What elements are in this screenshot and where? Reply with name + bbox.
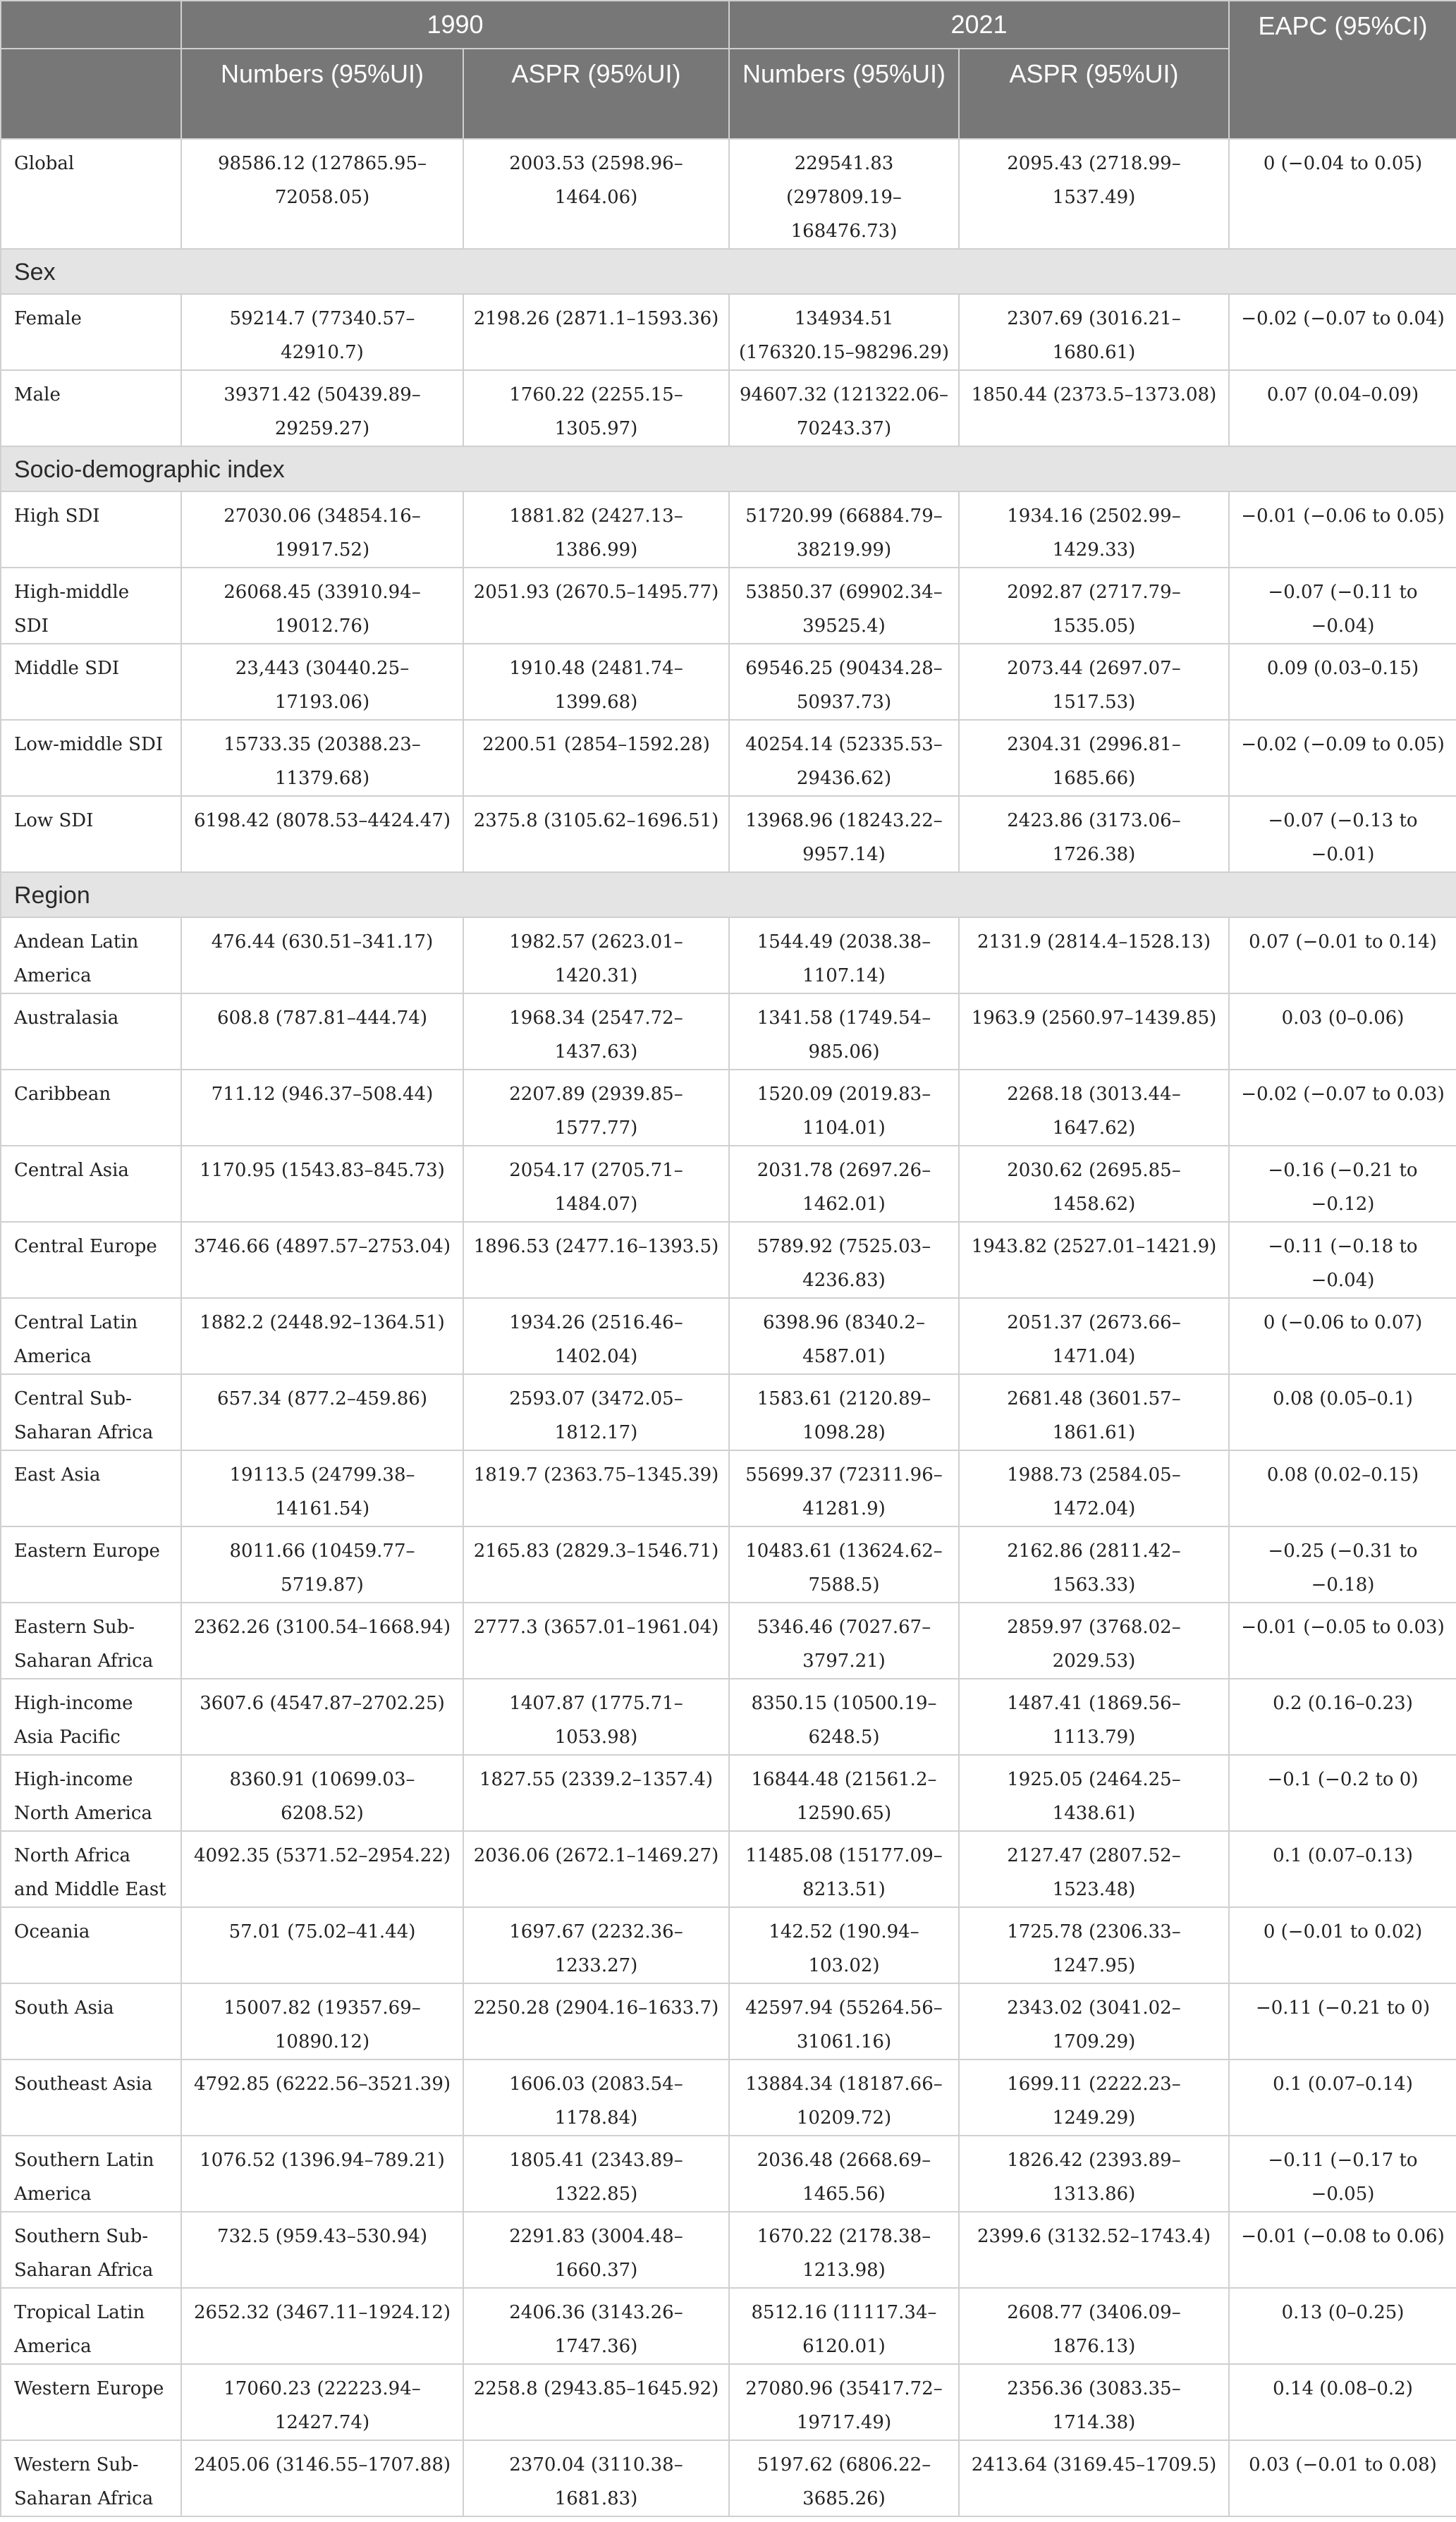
cell-eapc: −0.1 (−0.2 to 0) <box>1229 1755 1456 1831</box>
row-label: Male <box>1 370 181 446</box>
table-row <box>1 1298 1456 1374</box>
row-label: North Africa and Middle East <box>1 1831 181 1907</box>
row-label: Eastern Sub-Saharan Africa <box>1 1603 181 1679</box>
cell-numbers-1990: 1076.52 (1396.94–789.21) <box>181 2136 463 2212</box>
cell-aspr-1990: 2370.04 (3110.38–1681.83) <box>463 2440 729 2516</box>
cell-numbers-2021: 1583.61 (2120.89–1098.28) <box>729 1374 959 1450</box>
table-row <box>1 370 1456 446</box>
cell-aspr-1990: 1934.26 (2516.46–1402.04) <box>463 1298 729 1374</box>
cell-aspr-2021: 2304.31 (2996.81–1685.66) <box>959 720 1229 796</box>
cell-numbers-1990: 608.8 (787.81–444.74) <box>181 993 463 1070</box>
cell-numbers-2021: 13884.34 (18187.66–10209.72) <box>729 2059 959 2136</box>
cell-numbers-2021: 69546.25 (90434.28–50937.73) <box>729 644 959 720</box>
row-label: Middle SDI <box>1 644 181 720</box>
cell-numbers-1990: 8360.91 (10699.03–6208.52) <box>181 1755 463 1831</box>
header-year-2021: 2021 <box>729 1 1229 49</box>
section-header-sex <box>1 249 1456 294</box>
cell-aspr-1990: 1827.55 (2339.2–1357.4) <box>463 1755 729 1831</box>
table-row <box>1 796 1456 872</box>
row-label: Low SDI <box>1 796 181 872</box>
cell-aspr-1990: 2291.83 (3004.48–1660.37) <box>463 2212 729 2288</box>
cell-numbers-1990: 3746.66 (4897.57–2753.04) <box>181 1222 463 1298</box>
cell-numbers-2021: 142.52 (190.94–103.02) <box>729 1907 959 1983</box>
table-row <box>1 1070 1456 1146</box>
cell-aspr-1990: 2200.51 (2854–1592.28) <box>463 720 729 796</box>
section-header-region <box>1 872 1456 917</box>
cell-aspr-1990: 2250.28 (2904.16–1633.7) <box>463 1983 729 2059</box>
cell-eapc: −0.07 (−0.11 to −0.04) <box>1229 568 1456 644</box>
cell-aspr-1990: 2207.89 (2939.85–1577.77) <box>463 1070 729 1146</box>
row-label: Southern Sub-Saharan Africa <box>1 2212 181 2288</box>
row-label: Southeast Asia <box>1 2059 181 2136</box>
row-label: Female <box>1 294 181 370</box>
cell-aspr-1990: 1968.34 (2547.72–1437.63) <box>463 993 729 1070</box>
cell-eapc: −0.11 (−0.21 to 0) <box>1229 1983 1456 2059</box>
cell-aspr-1990: 2777.3 (3657.01–1961.04) <box>463 1603 729 1679</box>
table-row <box>1 2212 1456 2288</box>
row-label: Oceania <box>1 1907 181 1983</box>
header-blank-2 <box>1 49 181 139</box>
table-header <box>1 1 1456 139</box>
cell-numbers-1990: 476.44 (630.51–341.17) <box>181 917 463 993</box>
cell-numbers-2021: 5346.46 (7027.67–3797.21) <box>729 1603 959 1679</box>
table-row <box>1 1146 1456 1222</box>
cell-numbers-2021: 1341.58 (1749.54–985.06) <box>729 993 959 1070</box>
cell-numbers-2021: 6398.96 (8340.2–4587.01) <box>729 1298 959 1374</box>
cell-numbers-2021: 229541.83 (297809.19–168476.73) <box>729 139 959 249</box>
cell-numbers-2021: 2031.78 (2697.26–1462.01) <box>729 1146 959 1222</box>
row-label: High-income North America <box>1 1755 181 1831</box>
header-blank <box>1 1 181 49</box>
header-row-years <box>1 1 1456 49</box>
cell-eapc: 0.03 (−0.01 to 0.08) <box>1229 2440 1456 2516</box>
cell-aspr-1990: 2165.83 (2829.3–1546.71) <box>463 1526 729 1603</box>
cell-aspr-2021: 1934.16 (2502.99–1429.33) <box>959 491 1229 568</box>
cell-aspr-1990: 2406.36 (3143.26–1747.36) <box>463 2288 729 2364</box>
cell-aspr-1990: 1805.41 (2343.89–1322.85) <box>463 2136 729 2212</box>
cell-aspr-2021: 2413.64 (3169.45–1709.5) <box>959 2440 1229 2516</box>
row-label: Tropical Latin America <box>1 2288 181 2364</box>
row-label: High-middle SDI <box>1 568 181 644</box>
row-label: East Asia <box>1 1450 181 1526</box>
header-year-1990: 1990 <box>181 1 729 49</box>
cell-eapc: 0.2 (0.16–0.23) <box>1229 1679 1456 1755</box>
cell-aspr-2021: 1988.73 (2584.05–1472.04) <box>959 1450 1229 1526</box>
row-label: High-income Asia Pacific <box>1 1679 181 1755</box>
table-row <box>1 2136 1456 2212</box>
cell-eapc: −0.07 (−0.13 to −0.01) <box>1229 796 1456 872</box>
cell-aspr-1990: 1606.03 (2083.54–1178.84) <box>463 2059 729 2136</box>
cell-aspr-2021: 1850.44 (2373.5–1373.08) <box>959 370 1229 446</box>
cell-numbers-1990: 657.34 (877.2–459.86) <box>181 1374 463 1450</box>
cell-numbers-1990: 19113.5 (24799.38–14161.54) <box>181 1450 463 1526</box>
section-label: Region <box>1 872 1456 917</box>
cell-numbers-2021: 51720.99 (66884.79–38219.99) <box>729 491 959 568</box>
cell-eapc: 0 (−0.04 to 0.05) <box>1229 139 1456 249</box>
cell-eapc: −0.16 (−0.21 to −0.12) <box>1229 1146 1456 1222</box>
cell-aspr-1990: 2054.17 (2705.71–1484.07) <box>463 1146 729 1222</box>
table-row <box>1 2059 1456 2136</box>
cell-aspr-2021: 2131.9 (2814.4–1528.13) <box>959 917 1229 993</box>
cell-aspr-1990: 1982.57 (2623.01–1420.31) <box>463 917 729 993</box>
cell-aspr-1990: 2375.8 (3105.62–1696.51) <box>463 796 729 872</box>
section-label: Socio-demographic index <box>1 446 1456 491</box>
table-row <box>1 2364 1456 2440</box>
cell-aspr-2021: 1725.78 (2306.33–1247.95) <box>959 1907 1229 1983</box>
cell-numbers-1990: 15733.35 (20388.23–11379.68) <box>181 720 463 796</box>
table-row <box>1 568 1456 644</box>
cell-numbers-2021: 134934.51 (176320.15–98296.29) <box>729 294 959 370</box>
row-label: Central Europe <box>1 1222 181 1298</box>
cell-numbers-1990: 59214.7 (77340.57–42910.7) <box>181 294 463 370</box>
row-label: Eastern Europe <box>1 1526 181 1603</box>
cell-aspr-2021: 2343.02 (3041.02–1709.29) <box>959 1983 1229 2059</box>
cell-eapc: −0.02 (−0.07 to 0.03) <box>1229 1070 1456 1146</box>
table-row <box>1 139 1456 249</box>
header-aspr-1990: ASPR (95%UI) <box>463 49 729 139</box>
row-label: Western Sub-Saharan Africa <box>1 2440 181 2516</box>
cell-aspr-2021: 2030.62 (2695.85–1458.62) <box>959 1146 1229 1222</box>
cell-numbers-1990: 4092.35 (5371.52–2954.22) <box>181 1831 463 1907</box>
cell-aspr-1990: 1896.53 (2477.16–1393.5) <box>463 1222 729 1298</box>
table-row <box>1 1831 1456 1907</box>
cell-numbers-1990: 2652.32 (3467.11–1924.12) <box>181 2288 463 2364</box>
cell-eapc: 0.08 (0.02–0.15) <box>1229 1450 1456 1526</box>
cell-eapc: 0.03 (0–0.06) <box>1229 993 1456 1070</box>
cell-numbers-1990: 26068.45 (33910.94–19012.76) <box>181 568 463 644</box>
row-label: High SDI <box>1 491 181 568</box>
header-numbers-2021: Numbers (95%UI) <box>729 49 959 139</box>
cell-numbers-1990: 39371.42 (50439.89–29259.27) <box>181 370 463 446</box>
table-row <box>1 644 1456 720</box>
table-row <box>1 1983 1456 2059</box>
cell-aspr-1990: 1697.67 (2232.36–1233.27) <box>463 1907 729 1983</box>
table-row <box>1 2440 1456 2516</box>
row-label: Central Sub-Saharan Africa <box>1 1374 181 1450</box>
table-row <box>1 1755 1456 1831</box>
cell-aspr-1990: 2593.07 (3472.05–1812.17) <box>463 1374 729 1450</box>
cell-eapc: 0.08 (0.05–0.1) <box>1229 1374 1456 1450</box>
cell-numbers-1990: 27030.06 (34854.16–19917.52) <box>181 491 463 568</box>
cell-aspr-1990: 2258.8 (2943.85–1645.92) <box>463 2364 729 2440</box>
row-label: Southern Latin America <box>1 2136 181 2212</box>
cell-eapc: −0.01 (−0.05 to 0.03) <box>1229 1603 1456 1679</box>
cell-numbers-2021: 42597.94 (55264.56–31061.16) <box>729 1983 959 2059</box>
cell-numbers-1990: 1170.95 (1543.83–845.73) <box>181 1146 463 1222</box>
cell-numbers-2021: 5789.92 (7525.03–4236.83) <box>729 1222 959 1298</box>
cell-numbers-1990: 1882.2 (2448.92–1364.51) <box>181 1298 463 1374</box>
cell-numbers-2021: 2036.48 (2668.69–1465.56) <box>729 2136 959 2212</box>
row-label: Low-middle SDI <box>1 720 181 796</box>
cell-numbers-2021: 5197.62 (6806.22–3685.26) <box>729 2440 959 2516</box>
table-row <box>1 1222 1456 1298</box>
cell-aspr-2021: 2399.6 (3132.52–1743.4) <box>959 2212 1229 2288</box>
cell-aspr-2021: 1487.41 (1869.56–1113.79) <box>959 1679 1229 1755</box>
row-label: Andean Latin America <box>1 917 181 993</box>
table-row <box>1 917 1456 993</box>
cell-numbers-2021: 1544.49 (2038.38–1107.14) <box>729 917 959 993</box>
cell-aspr-2021: 2073.44 (2697.07–1517.53) <box>959 644 1229 720</box>
table-row <box>1 1526 1456 1603</box>
cell-numbers-2021: 94607.32 (121322.06–70243.37) <box>729 370 959 446</box>
cell-aspr-2021: 1963.9 (2560.97–1439.85) <box>959 993 1229 1070</box>
cell-numbers-2021: 13968.96 (18243.22–9957.14) <box>729 796 959 872</box>
row-label: Caribbean <box>1 1070 181 1146</box>
cell-aspr-2021: 1826.42 (2393.89–1313.86) <box>959 2136 1229 2212</box>
cell-eapc: 0.07 (−0.01 to 0.14) <box>1229 917 1456 993</box>
cell-numbers-1990: 4792.85 (6222.56–3521.39) <box>181 2059 463 2136</box>
cell-eapc: 0.1 (0.07–0.13) <box>1229 1831 1456 1907</box>
table-row <box>1 1907 1456 1983</box>
cell-numbers-2021: 11485.08 (15177.09–8213.51) <box>729 1831 959 1907</box>
cell-eapc: −0.01 (−0.06 to 0.05) <box>1229 491 1456 568</box>
cell-numbers-1990: 57.01 (75.02–41.44) <box>181 1907 463 1983</box>
cell-aspr-1990: 1407.87 (1775.71–1053.98) <box>463 1679 729 1755</box>
cell-numbers-2021: 8512.16 (11117.34–6120.01) <box>729 2288 959 2364</box>
row-label: South Asia <box>1 1983 181 2059</box>
cell-aspr-2021: 2681.48 (3601.57–1861.61) <box>959 1374 1229 1450</box>
cell-numbers-1990: 732.5 (959.43–530.94) <box>181 2212 463 2288</box>
cell-eapc: −0.02 (−0.07 to 0.04) <box>1229 294 1456 370</box>
table-row <box>1 1450 1456 1526</box>
section-label: Sex <box>1 249 1456 294</box>
cell-eapc: −0.02 (−0.09 to 0.05) <box>1229 720 1456 796</box>
cell-numbers-2021: 53850.37 (69902.34–39525.4) <box>729 568 959 644</box>
cell-aspr-2021: 2608.77 (3406.09–1876.13) <box>959 2288 1229 2364</box>
header-aspr-2021: ASPR (95%UI) <box>959 49 1229 139</box>
cell-numbers-1990: 6198.42 (8078.53–4424.47) <box>181 796 463 872</box>
cell-eapc: −0.25 (−0.31 to −0.18) <box>1229 1526 1456 1603</box>
cell-aspr-2021: 1943.82 (2527.01–1421.9) <box>959 1222 1229 1298</box>
header-eapc: EAPC (95%CI) <box>1229 1 1456 139</box>
table-row <box>1 2288 1456 2364</box>
cell-numbers-1990: 3607.6 (4547.87–2702.25) <box>181 1679 463 1755</box>
cell-aspr-2021: 2092.87 (2717.79–1535.05) <box>959 568 1229 644</box>
cell-eapc: 0 (−0.01 to 0.02) <box>1229 1907 1456 1983</box>
cell-numbers-2021: 10483.61 (13624.62–7588.5) <box>729 1526 959 1603</box>
cell-aspr-2021: 2356.36 (3083.35–1714.38) <box>959 2364 1229 2440</box>
cell-aspr-2021: 1925.05 (2464.25–1438.61) <box>959 1755 1229 1831</box>
cell-numbers-2021: 40254.14 (52335.53–29436.62) <box>729 720 959 796</box>
table-row <box>1 1679 1456 1755</box>
cell-eapc: 0.07 (0.04–0.09) <box>1229 370 1456 446</box>
table-row <box>1 1603 1456 1679</box>
cell-eapc: −0.11 (−0.18 to −0.04) <box>1229 1222 1456 1298</box>
row-label: Central Latin America <box>1 1298 181 1374</box>
cell-aspr-2021: 2127.47 (2807.52–1523.48) <box>959 1831 1229 1907</box>
cell-aspr-1990: 1760.22 (2255.15–1305.97) <box>463 370 729 446</box>
cell-aspr-1990: 2036.06 (2672.1–1469.27) <box>463 1831 729 1907</box>
cell-aspr-2021: 2423.86 (3173.06–1726.38) <box>959 796 1229 872</box>
cell-aspr-2021: 2162.86 (2811.42–1563.33) <box>959 1526 1229 1603</box>
cell-aspr-2021: 2268.18 (3013.44–1647.62) <box>959 1070 1229 1146</box>
cell-numbers-1990: 8011.66 (10459.77–5719.87) <box>181 1526 463 1603</box>
cell-eapc: 0.09 (0.03–0.15) <box>1229 644 1456 720</box>
table-row <box>1 720 1456 796</box>
cell-eapc: 0.1 (0.07–0.14) <box>1229 2059 1456 2136</box>
cell-aspr-1990: 2051.93 (2670.5–1495.77) <box>463 568 729 644</box>
cell-eapc: 0 (−0.06 to 0.07) <box>1229 1298 1456 1374</box>
table-body <box>1 139 1456 2516</box>
cell-aspr-2021: 2095.43 (2718.99–1537.49) <box>959 139 1229 249</box>
cell-numbers-2021: 27080.96 (35417.72–19717.49) <box>729 2364 959 2440</box>
cell-numbers-1990: 17060.23 (22223.94–12427.74) <box>181 2364 463 2440</box>
table-row <box>1 1374 1456 1450</box>
table-row <box>1 491 1456 568</box>
row-label: Western Europe <box>1 2364 181 2440</box>
section-header-sdi <box>1 446 1456 491</box>
cell-aspr-1990: 1881.82 (2427.13–1386.99) <box>463 491 729 568</box>
cell-eapc: −0.01 (−0.08 to 0.06) <box>1229 2212 1456 2288</box>
row-label: Global <box>1 139 181 249</box>
row-label: Australasia <box>1 993 181 1070</box>
cell-aspr-2021: 2051.37 (2673.66–1471.04) <box>959 1298 1229 1374</box>
cell-eapc: 0.13 (0–0.25) <box>1229 2288 1456 2364</box>
row-label: Central Asia <box>1 1146 181 1222</box>
cell-eapc: −0.11 (−0.17 to −0.05) <box>1229 2136 1456 2212</box>
cell-numbers-1990: 711.12 (946.37–508.44) <box>181 1070 463 1146</box>
table-row <box>1 294 1456 370</box>
cell-aspr-2021: 2859.97 (3768.02–2029.53) <box>959 1603 1229 1679</box>
cell-aspr-1990: 2003.53 (2598.96–1464.06) <box>463 139 729 249</box>
cell-eapc: 0.14 (0.08–0.2) <box>1229 2364 1456 2440</box>
cell-aspr-1990: 2198.26 (2871.1–1593.36) <box>463 294 729 370</box>
cell-aspr-2021: 2307.69 (3016.21–1680.61) <box>959 294 1229 370</box>
cell-aspr-1990: 1819.7 (2363.75–1345.39) <box>463 1450 729 1526</box>
cell-numbers-1990: 15007.82 (19357.69–10890.12) <box>181 1983 463 2059</box>
cell-aspr-2021: 1699.11 (2222.23–1249.29) <box>959 2059 1229 2136</box>
cell-numbers-1990: 23,443 (30440.25–17193.06) <box>181 644 463 720</box>
cell-numbers-2021: 1520.09 (2019.83–1104.01) <box>729 1070 959 1146</box>
cell-numbers-2021: 16844.48 (21561.2–12590.65) <box>729 1755 959 1831</box>
header-numbers-1990: Numbers (95%UI) <box>181 49 463 139</box>
cell-aspr-1990: 1910.48 (2481.74–1399.68) <box>463 644 729 720</box>
cell-numbers-2021: 8350.15 (10500.19–6248.5) <box>729 1679 959 1755</box>
table-row <box>1 993 1456 1070</box>
cell-numbers-2021: 1670.22 (2178.38–1213.98) <box>729 2212 959 2288</box>
cell-numbers-2021: 55699.37 (72311.96–41281.9) <box>729 1450 959 1526</box>
cell-numbers-1990: 2405.06 (3146.55–1707.88) <box>181 2440 463 2516</box>
cell-numbers-1990: 2362.26 (3100.54–1668.94) <box>181 1603 463 1679</box>
cell-numbers-1990: 98586.12 (127865.95–72058.05) <box>181 139 463 249</box>
